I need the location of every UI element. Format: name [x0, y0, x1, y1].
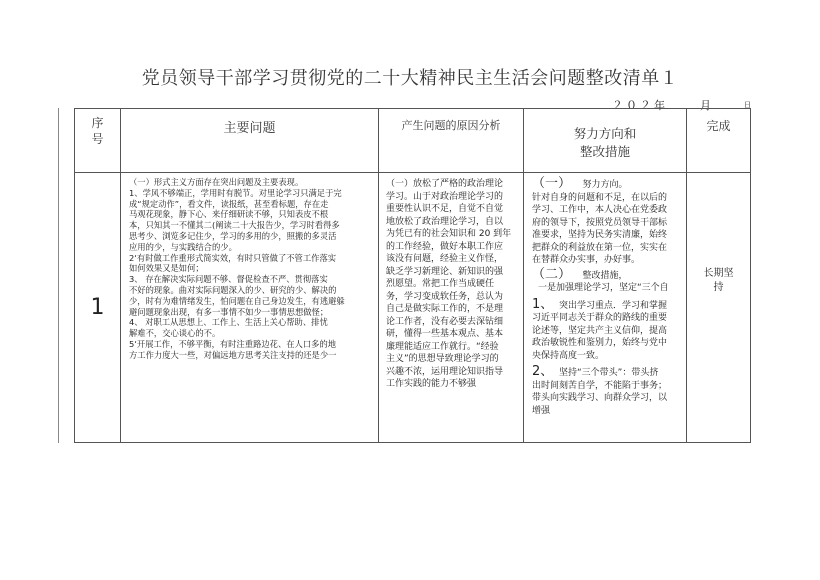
cause-line: 该没有问题，经验主义作怪， [386, 254, 504, 264]
problem-line: 1、学风不够端正，学用时有脱节。对里论学习只满足于完 [129, 187, 342, 198]
cause-line: 重要性认识不足，自觉不自觉 [386, 204, 504, 214]
problem-line: 如何效果又是如何； [129, 263, 204, 274]
rectification-table [74, 108, 751, 443]
cause-line: 烈愿望。常把工作当成硬任 [386, 279, 495, 289]
cause-line: （一）放松了严格的政治理论 [386, 179, 504, 189]
problem-line: 3、 存在解决实际问题不够、督促检查不严、贯彻落实 [129, 274, 328, 285]
done-cell: 长期坚 持 [687, 173, 751, 443]
date-year: ２０２年 [612, 99, 668, 112]
measure-line: 论述等，坚定共产主义信仰，提高 [532, 325, 668, 336]
measure-line: 央保持高度一致。 [532, 350, 605, 361]
measure-line: 针对自身的问题和不足，在以后的 [532, 192, 668, 203]
measure-line: 把群众的利益放在第一位，实实在 [532, 242, 668, 253]
measure-line: 出时间刻苦自学，不能陷于事务； [532, 380, 668, 391]
row-seq: 1 [75, 173, 121, 443]
problem-line: 本，只知其一不懂其二(阐读二十大报告少，学习时看得多 [129, 220, 340, 231]
date-month: 月 [700, 99, 711, 112]
cause-line: 为凭已有的社会知识和 20 到年 [386, 229, 512, 239]
problem-line: 成“规定动作”，看文件，读报纸，甚至看标题，存在走 [129, 198, 329, 209]
cause-line: 地放松了政治理论学习，自以 [386, 216, 504, 227]
header-seq: 序 号 [75, 109, 121, 173]
problem-cell [121, 173, 379, 443]
document-title: 党员领导干部学习贯彻党的二十大精神民主生活会问题整改清单１ [141, 68, 679, 89]
measure-line: 政治敏锐性和鉴别力，始终与党中 [532, 338, 668, 348]
date-day: 日 [744, 101, 751, 109]
measure-line: 一是加强理论学习，坚定“三个自 [538, 283, 669, 293]
measure-line: 习近平同志关于群众的路线的重要 [532, 313, 668, 323]
measure-heading-1: （一） 努力方向。 [532, 176, 628, 191]
header-measure: 努力方向和 整改措施 [524, 109, 687, 173]
problem-line: 思考少、浏览多记住少，学习的多用的少，照搬的多灵活 [129, 230, 337, 241]
cause-line: 学习。山于对政治理论学习的 [386, 191, 504, 202]
cause-line: 主义”的思想导致理论学习的 [386, 354, 499, 364]
header-problem: 主要问题 [121, 109, 379, 173]
measure-line: 府的领导下，按照党员领导干部标 [532, 217, 668, 228]
problem-line: 解难不，交心谈心的不。 [129, 328, 221, 339]
problem-line: 不好的现象。曲对实际问题深入的少、研究的少、解决的 [129, 284, 337, 295]
problem-line: 少，时有为难情绪发生，怕问题在自己身边发生，有逃避躲 [129, 295, 345, 306]
problem-line: 应用的少，与实践结合的少。 [129, 241, 237, 252]
problem-line: （一）形式主义方面存在突出问题及主要表现。 [129, 177, 304, 187]
problem-line: 5‘开展工作，不够平衡，有时注重路边花、在人口多的地 [129, 338, 337, 349]
table-header-row [75, 109, 751, 173]
measure-line: 增强 [532, 405, 551, 416]
cause-line: 研，懂得一些基本观点、基本 [386, 329, 504, 339]
measure-line: 在替群众办实事，办好事。 [532, 255, 641, 265]
cause-line: 兴趣不浓，运用理论知识指导 [386, 366, 504, 377]
table-row [75, 173, 751, 443]
cause-line: 工作实践的能力不够强 [386, 379, 477, 389]
measure-heading-2: （二） 整改措施， [532, 266, 628, 282]
cause-line: 廉理能适应工作就行。“经验 [386, 341, 499, 352]
measure-line: 带头向实践学习、向群众学习，以 [532, 393, 668, 403]
cause-line: 自己是做实际工作的，不是理 [386, 304, 504, 314]
measure-item-2: 2、 坚持“三个带头”：带头挤 [532, 364, 659, 379]
cause-line: 论工作者，没有必要去深钻细 [386, 316, 504, 327]
problem-line: 方工作力度大一些，对偏远地方思考关注支持的还是少一 [129, 349, 337, 360]
cause-cell [379, 173, 524, 443]
cause-line: 的工作经验，做好本职工作应 [386, 241, 504, 252]
problem-line: 马观花现象，静下心、来仔细研读不够，只知表皮不根 [129, 209, 329, 220]
measure-item-1: 1、 突出学习重点．学习和掌握 [532, 296, 668, 312]
measure-line: 学习、工作中，本人决心在党委政 [532, 205, 668, 215]
measure-cell [524, 173, 687, 443]
problem-line: 2‘有时做工作重形式简实效，有时只管做了不管工作落实 [129, 252, 337, 263]
header-done: 完成 [687, 109, 751, 173]
header-cause: 产生问题的原因分析 [379, 109, 524, 173]
problem-line: 避问题现象出现，有多一事情不如少一事情思想做怪； [129, 306, 329, 317]
measure-line: 准要求，坚持为民务实清廉，始终 [532, 230, 668, 240]
cause-line: 缺乏学习新理论、新知识的强 [386, 266, 504, 277]
problem-line: 4、 对职工从思想上、工作上、生活上关心帮助、排忧 [129, 317, 328, 328]
cause-line: 务，学习变成软任务，总认为 [386, 291, 504, 302]
table-outer-edge [58, 108, 59, 443]
